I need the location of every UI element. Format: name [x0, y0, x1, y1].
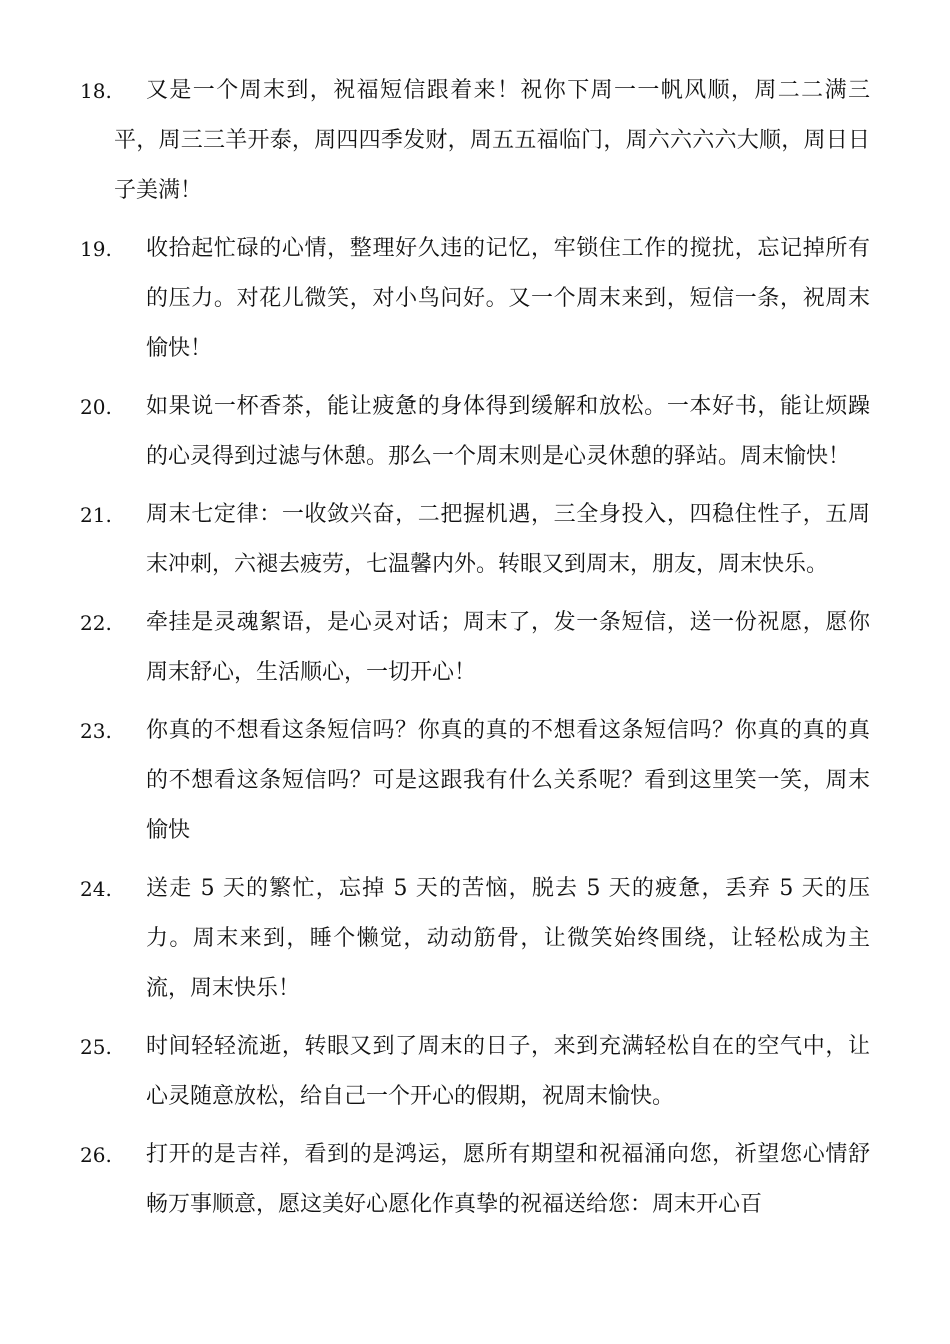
- list-item: [80, 66, 870, 216]
- item-text: 如果说一杯香茶，能让疲惫的身体得到缓解和放松。一本好书，能让烦躁的心灵得到过滤与休憩。那么一个周末则是心灵休憩的驿站。周末愉快！: [146, 394, 870, 469]
- message-list: [80, 66, 870, 1238]
- item-text: 又是一个周末到，祝福短信跟着来！祝你下周一一帆风顺，周二二满三平，周三三羊开泰，周四四季发财，周五五福临门，周六六六六大顺，周日日子美满！: [114, 78, 870, 203]
- item-text: 周末七定律：一收敛兴奋，二把握机遇，三全身投入，四稳住性子，五周末冲刺，六褪去疲劳，七温馨内外。转眼又到周末，朋友，周末快乐。: [146, 502, 870, 577]
- item-number: 19.: [80, 237, 112, 261]
- item-text: 打开的是吉祥，看到的是鸿运，愿所有期望和祝福涌向您，祈望您心情舒畅万事顺意，愿这美好心愿化作真挚的祝福送给您：周末开心百: [146, 1142, 870, 1217]
- item-number: 18.: [80, 79, 112, 103]
- list-item: [80, 598, 870, 698]
- list-item: [80, 864, 870, 1014]
- list-item: [80, 1022, 870, 1122]
- item-text: 你真的不想看这条短信吗？你真的真的不想看这条短信吗？你真的真的真的不想看这条短信吗？可是这跟我有什么关系呢？看到这里笑一笑，周末愉快: [146, 718, 870, 843]
- item-number: 21.: [80, 503, 112, 527]
- item-text: 时间轻轻流逝，转眼又到了周末的日子，来到充满轻松自在的空气中，让心灵随意放松，给自己一个开心的假期，祝周末愉快。: [146, 1034, 870, 1109]
- item-number: 25.: [80, 1035, 112, 1059]
- item-number: 26.: [80, 1143, 112, 1167]
- item-text: 牵挂是灵魂絮语，是心灵对话；周末了，发一条短信，送一份祝愿，愿你周末舒心，生活顺心，一切开心！: [146, 610, 870, 685]
- item-text: 送走 5 天的繁忙，忘掉 5 天的苦恼，脱去 5 天的疲惫，丢弃 5 天的压力。周末来到，睡个懒觉，动动筋骨，让微笑始终围绕，让轻松成为主流，周末快乐！: [146, 876, 870, 1001]
- list-item: [80, 490, 870, 590]
- item-number: 22.: [80, 611, 112, 635]
- item-number: 23.: [80, 719, 112, 743]
- item-text: 收拾起忙碌的心情，整理好久违的记忆，牢锁住工作的搅扰，忘记掉所有的压力。对花儿微笑，对小鸟问好。又一个周末来到，短信一条，祝周末愉快！: [146, 236, 870, 361]
- item-number: 24.: [80, 877, 112, 901]
- list-item: [80, 1130, 870, 1230]
- list-item: [80, 224, 870, 374]
- list-item: [80, 706, 870, 856]
- list-item: [80, 382, 870, 482]
- item-number: 20.: [80, 395, 112, 419]
